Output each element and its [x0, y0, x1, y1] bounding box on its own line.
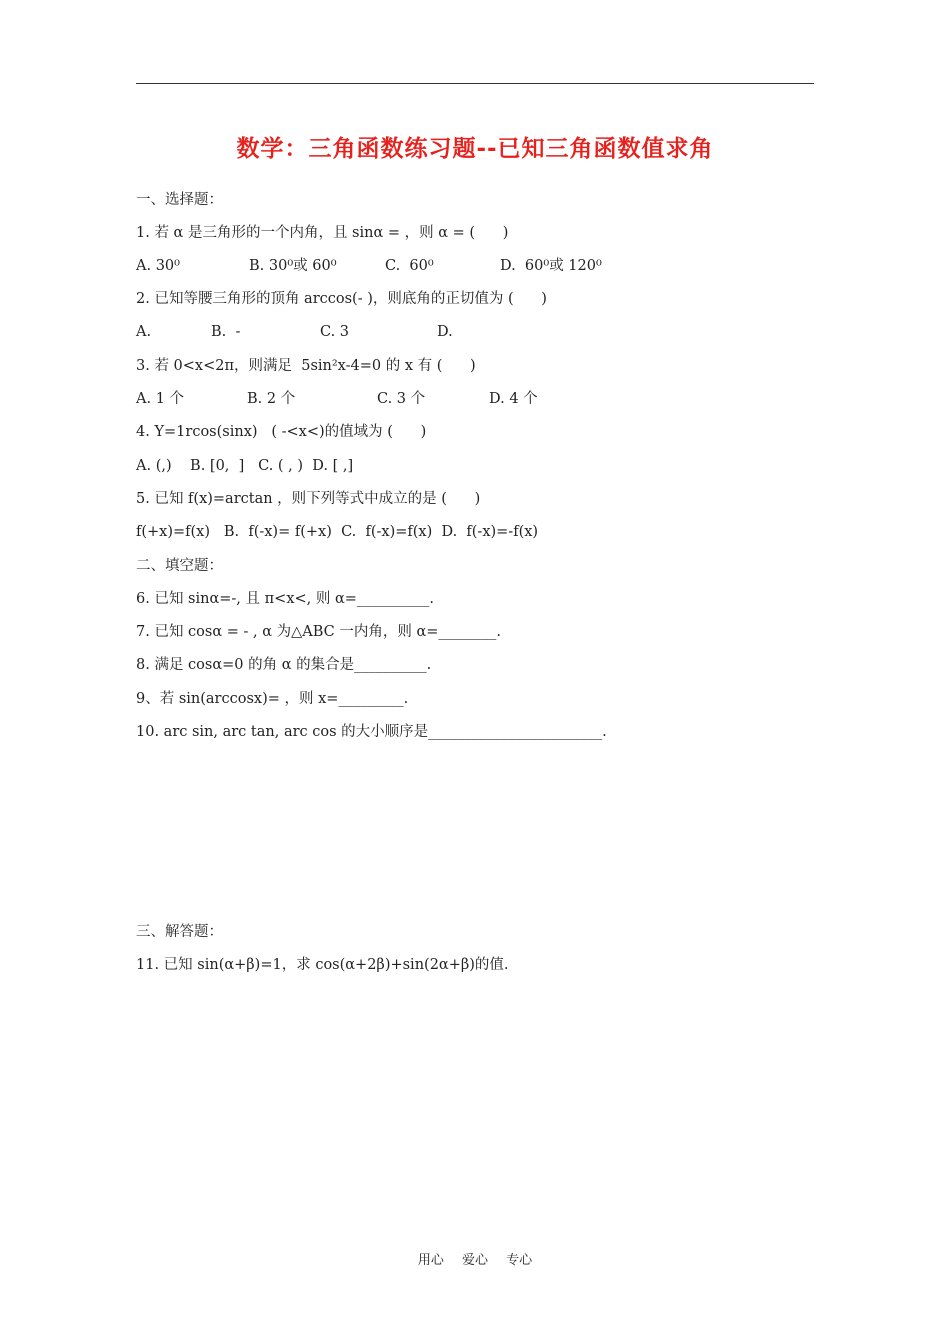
question-10: 10. arc sin, arc tan, arc cos 的大小顺序是________________________. — [136, 724, 607, 740]
choice-b: B. 2 个 — [247, 391, 296, 407]
choice-c: C. 60⁰ — [385, 258, 434, 274]
section-fill-heading: 二、填空题： — [136, 558, 223, 574]
question-6: 6. 已知 sinα=-, 且 π<x<, 则 α=__________. — [136, 591, 435, 607]
question-5-choices: f(+x)=f(x) B. f(-x)= f(+x) C. f(-x)=f(x) D. f(-x)=-f(x) — [136, 524, 539, 540]
page-footer: 用心 爱心 专心 — [417, 1253, 533, 1268]
header-rule — [136, 83, 814, 84]
choice-c: C. 3 个 — [377, 391, 426, 407]
choice-d: D. 4 个 — [489, 391, 538, 407]
section-answer-heading: 三、解答题： — [136, 924, 223, 940]
choice-a: A. 30⁰ — [136, 258, 180, 274]
question-3-choices — [136, 389, 836, 409]
question-5: 5. 已知 f(x)=arctan ，则下列等式中成立的是 ( ) — [136, 491, 481, 507]
choice-c: C. 3 — [320, 324, 350, 340]
question-2: 2. 已知等腰三角形的顶角 arccos(- )，则底角的正切值为 ( ) — [136, 291, 547, 307]
question-4-choices: A. (,) B. [0, ] C. ( , ) D. [ ,] — [136, 458, 354, 474]
choice-a: A. — [136, 324, 152, 340]
question-1-choices — [136, 256, 836, 276]
choice-d: D. — [437, 324, 453, 340]
section-choice-heading: 一、选择题： — [136, 192, 223, 208]
question-11: 11. 已知 sin(α+β)=1，求 cos(α+2β)+sin(2α+β)的值. — [136, 957, 509, 973]
choice-b: B. 30⁰或 60⁰ — [249, 258, 337, 274]
question-2-choices — [136, 322, 836, 342]
page-title: 数学：三角函数练习题--已知三角函数值求角 — [236, 136, 714, 162]
choice-d: D. 60⁰或 120⁰ — [500, 258, 602, 274]
question-8: 8. 满足 cosα=0 的角 α 的集合是__________. — [136, 657, 432, 673]
question-1: 1. 若 α 是三角形的一个内角，且 sinα = ，则 α = ( ) — [136, 225, 509, 241]
choice-b: B. - — [211, 324, 241, 340]
question-4: 4. Y=1rcos(sinx) ( -<x<)的值域为 ( ) — [136, 424, 427, 440]
question-7: 7. 已知 cosα = - , α 为△ABC 一内角，则 α=________. — [136, 624, 502, 640]
question-3: 3. 若 0<x<2π，则满足 5sin²x-4=0 的 x 有 ( ) — [136, 358, 476, 374]
question-9: 9、若 sin(arccosx)= ，则 x=_________. — [136, 691, 409, 707]
choice-a: A. 1 个 — [136, 391, 185, 407]
